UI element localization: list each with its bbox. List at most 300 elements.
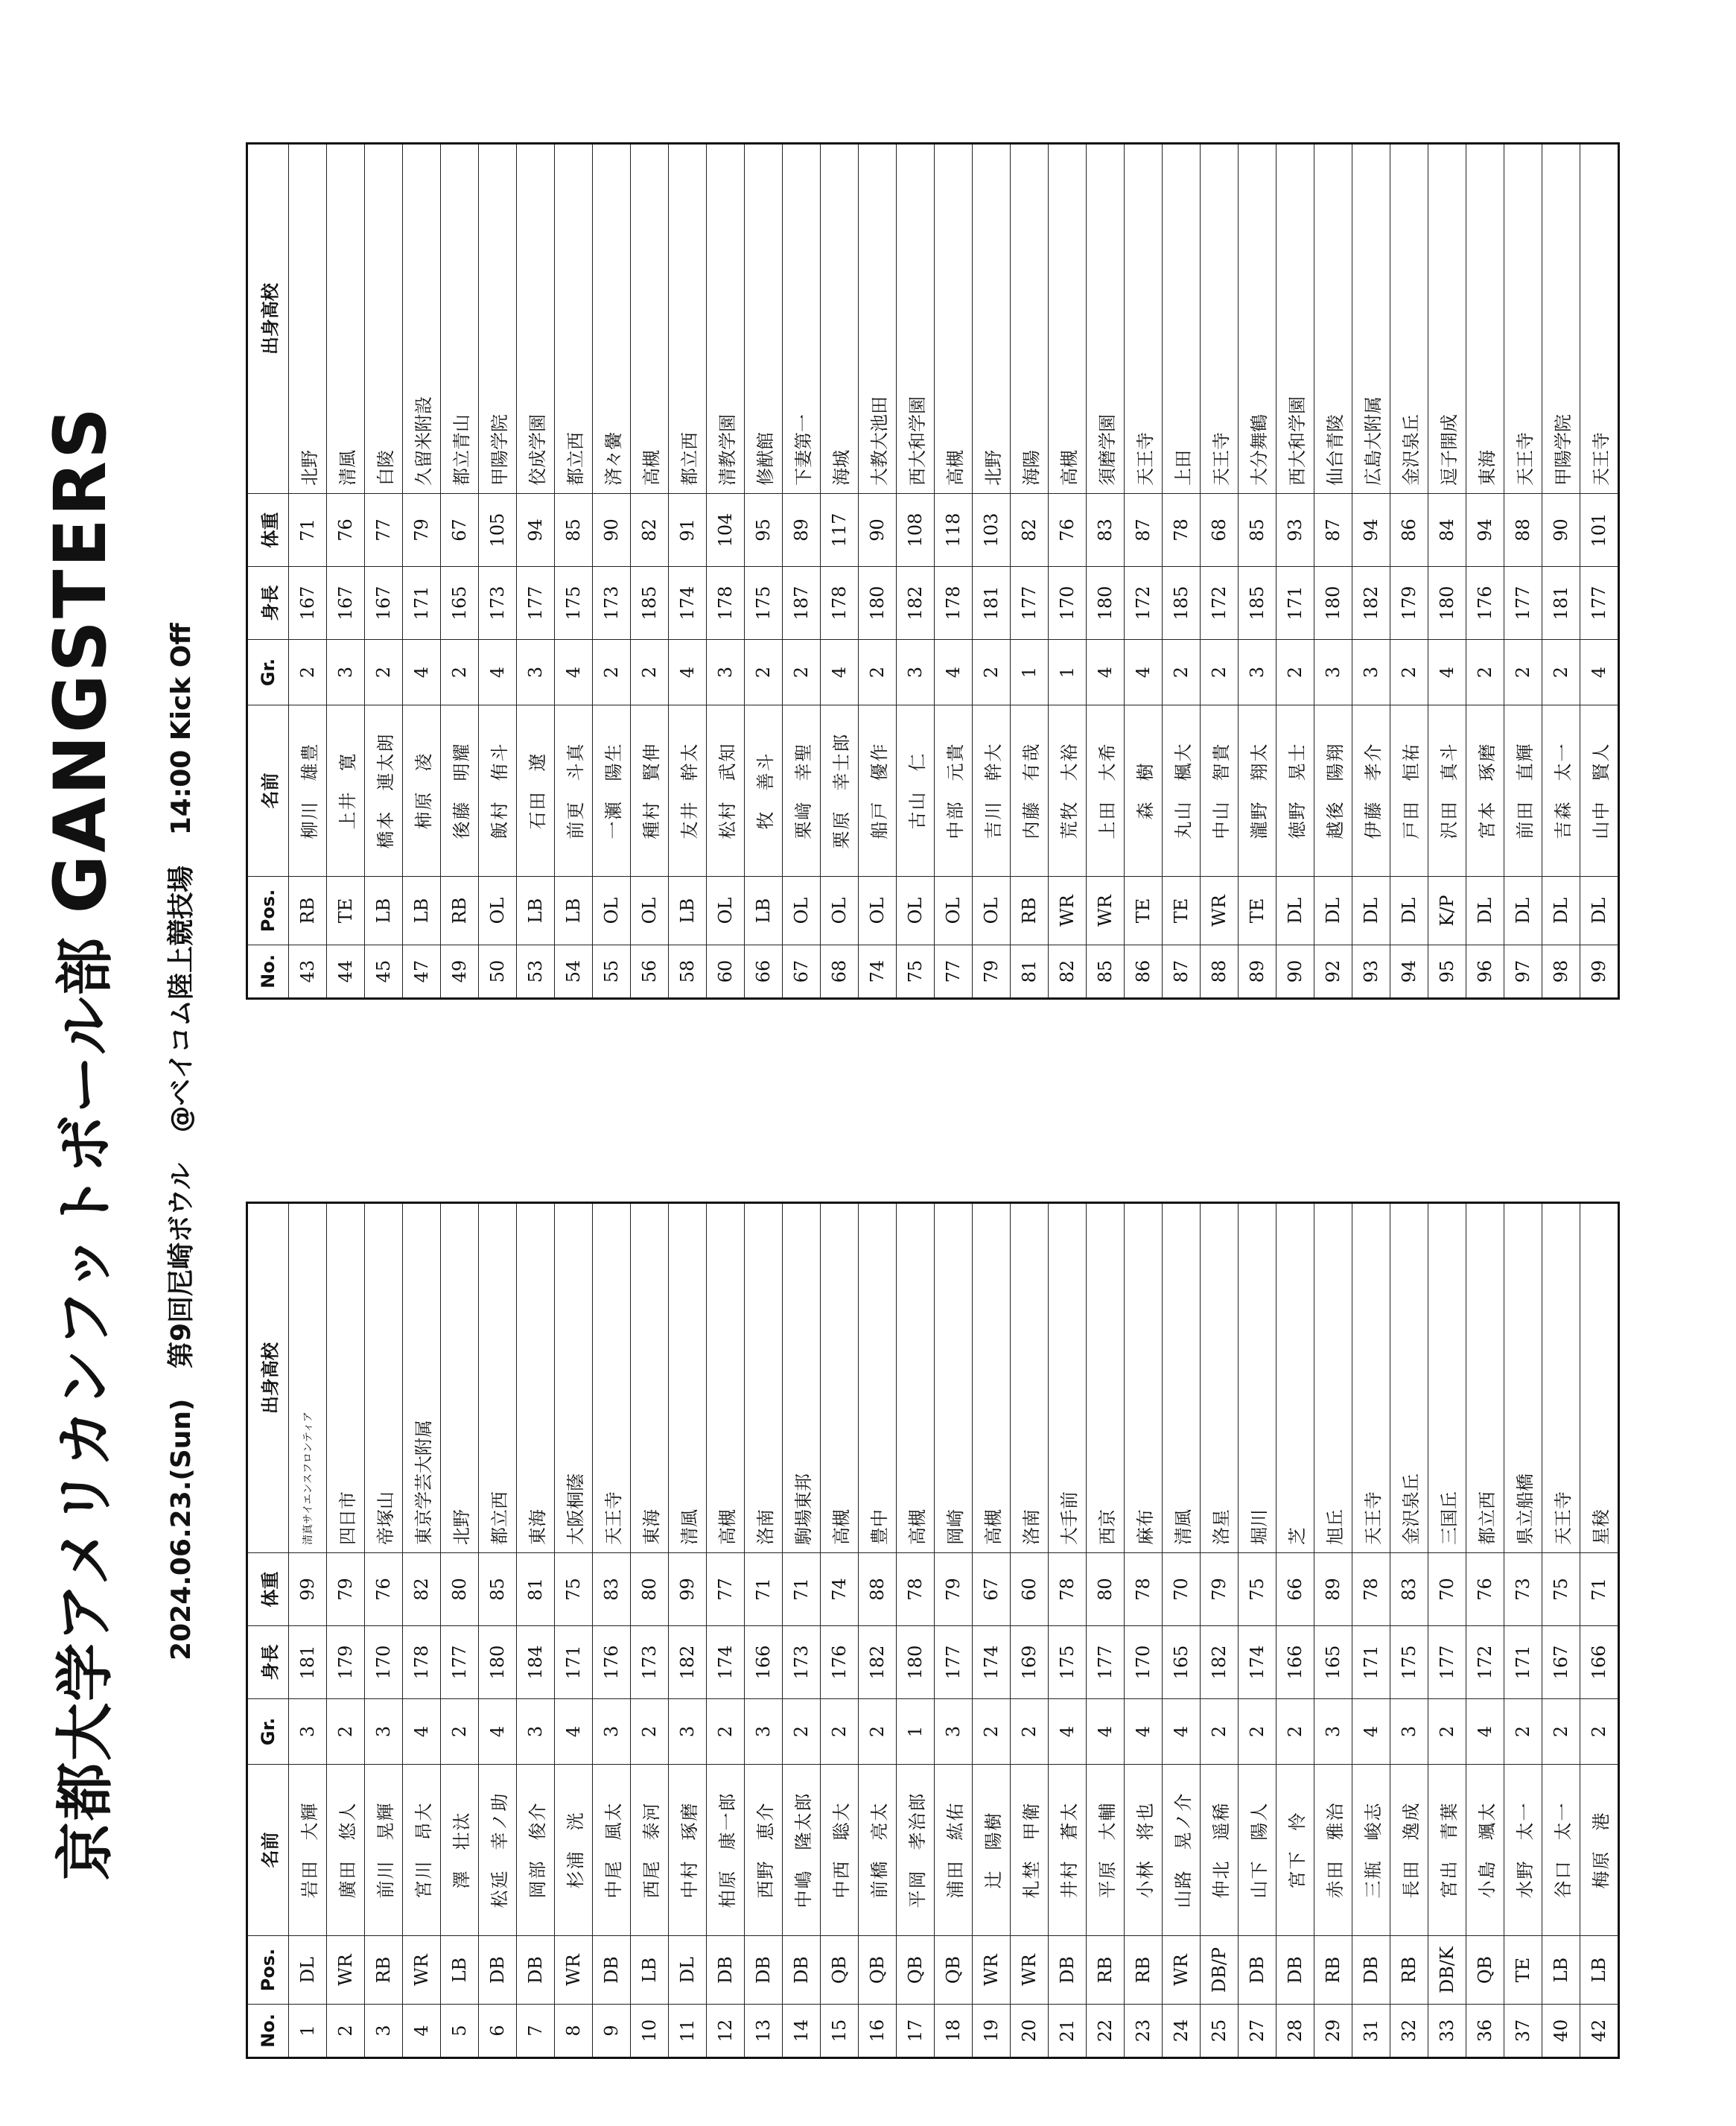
player-position: OL bbox=[935, 877, 973, 945]
table-row bbox=[973, 144, 1011, 999]
player-position: DL bbox=[1580, 877, 1619, 945]
player-position: OL bbox=[859, 877, 897, 945]
game-date: 2024.06.23.(Sun) bbox=[166, 1398, 197, 1660]
player-position: K/P bbox=[1428, 877, 1466, 945]
player-school: 清真サイエンスフロンティア bbox=[289, 1203, 327, 1553]
player-weight: 74 bbox=[821, 1553, 859, 1626]
player-weight: 85 bbox=[555, 494, 593, 567]
team-name: GANGSTERS bbox=[39, 404, 122, 914]
player-height: 177 bbox=[1580, 567, 1619, 640]
player-number: 43 bbox=[289, 945, 327, 999]
player-grade: 3 bbox=[707, 640, 745, 705]
player-number: 56 bbox=[631, 945, 669, 999]
player-grade: 2 bbox=[1542, 1699, 1580, 1765]
player-number: 87 bbox=[1163, 945, 1201, 999]
player-weight: 75 bbox=[1239, 1553, 1276, 1626]
table-row bbox=[1239, 144, 1276, 999]
player-position: QB bbox=[897, 1936, 935, 2005]
player-weight: 84 bbox=[1428, 494, 1466, 567]
player-school: 北野 bbox=[289, 144, 327, 494]
player-grade: 4 bbox=[1352, 1699, 1390, 1765]
player-grade: 2 bbox=[1580, 1699, 1619, 1765]
player-number: 2 bbox=[327, 2005, 365, 2058]
player-height: 167 bbox=[327, 567, 365, 640]
player-position: TE bbox=[1163, 877, 1201, 945]
player-grade: 2 bbox=[1466, 640, 1504, 705]
col-name-header: 名前 bbox=[247, 705, 289, 877]
player-position: OL bbox=[973, 877, 1011, 945]
player-weight: 94 bbox=[517, 494, 555, 567]
player-height: 182 bbox=[897, 567, 935, 640]
player-number: 60 bbox=[707, 945, 745, 999]
player-position: QB bbox=[1466, 1936, 1504, 2005]
player-weight: 79 bbox=[327, 1553, 365, 1626]
player-height: 172 bbox=[1466, 1626, 1504, 1699]
player-position: DB bbox=[1276, 1936, 1314, 2005]
player-position: WR bbox=[1163, 1936, 1201, 2005]
club-name: 京都大学アメリカンフットボール部 bbox=[52, 936, 119, 1880]
player-name: 栗﨑 幸聖 bbox=[783, 705, 821, 877]
player-height: 174 bbox=[707, 1626, 745, 1699]
player-position: RB bbox=[1125, 1936, 1163, 2005]
player-school: 大教大池田 bbox=[859, 144, 897, 494]
player-grade: 2 bbox=[1201, 640, 1239, 705]
player-school: 県立船橋 bbox=[1504, 1203, 1542, 1553]
player-position: RB bbox=[289, 877, 327, 945]
player-weight: 78 bbox=[1352, 1553, 1390, 1626]
table-row bbox=[1011, 1203, 1049, 2058]
player-weight: 104 bbox=[707, 494, 745, 567]
player-position: DB bbox=[517, 1936, 555, 2005]
table-row bbox=[707, 1203, 745, 2058]
player-position: WR bbox=[327, 1936, 365, 2005]
player-name: 前更 斗真 bbox=[555, 705, 593, 877]
player-position: DB bbox=[1239, 1936, 1276, 2005]
player-position: DL bbox=[289, 1936, 327, 2005]
player-weight: 90 bbox=[1542, 494, 1580, 567]
player-position: DB/P bbox=[1201, 1936, 1239, 2005]
player-position: WR bbox=[555, 1936, 593, 2005]
table-row bbox=[289, 1203, 327, 2058]
player-number: 5 bbox=[441, 2005, 479, 2058]
player-school: 清風 bbox=[669, 1203, 707, 1553]
table-row bbox=[1011, 144, 1049, 999]
player-height: 171 bbox=[1276, 567, 1314, 640]
table-row bbox=[1580, 144, 1619, 999]
player-number: 31 bbox=[1352, 2005, 1390, 2058]
player-position: DB bbox=[1049, 1936, 1087, 2005]
player-number: 32 bbox=[1390, 2005, 1428, 2058]
player-number: 97 bbox=[1504, 945, 1542, 999]
player-weight: 78 bbox=[1125, 1553, 1163, 1626]
player-number: 90 bbox=[1276, 945, 1314, 999]
player-grade: 2 bbox=[745, 640, 783, 705]
player-weight: 81 bbox=[517, 1553, 555, 1626]
player-number: 92 bbox=[1314, 945, 1352, 999]
player-height: 171 bbox=[1504, 1626, 1542, 1699]
player-height: 173 bbox=[479, 567, 517, 640]
player-school: 北野 bbox=[973, 144, 1011, 494]
table-row bbox=[1314, 144, 1352, 999]
player-height: 178 bbox=[707, 567, 745, 640]
col-school-header: 出身高校 bbox=[247, 144, 289, 494]
player-position: DB bbox=[593, 1936, 631, 2005]
table-row bbox=[669, 144, 707, 999]
player-weight: 76 bbox=[365, 1553, 403, 1626]
player-weight: 77 bbox=[707, 1553, 745, 1626]
player-school: 東海 bbox=[1466, 144, 1504, 494]
player-school: 上田 bbox=[1163, 144, 1201, 494]
player-grade: 2 bbox=[973, 1699, 1011, 1765]
player-name: 古山 仁 bbox=[897, 705, 935, 877]
player-weight: 85 bbox=[479, 1553, 517, 1626]
player-position: OL bbox=[479, 877, 517, 945]
player-name: 中嶋 隆太郎 bbox=[783, 1765, 821, 1936]
player-school: 須磨学園 bbox=[1087, 144, 1125, 494]
table-row bbox=[403, 144, 441, 999]
player-grade: 4 bbox=[1580, 640, 1619, 705]
player-position: TE bbox=[1125, 877, 1163, 945]
player-number: 47 bbox=[403, 945, 441, 999]
player-school: 清風 bbox=[327, 144, 365, 494]
player-grade: 4 bbox=[1428, 640, 1466, 705]
player-number: 8 bbox=[555, 2005, 593, 2058]
player-weight: 78 bbox=[1163, 494, 1201, 567]
table-row bbox=[783, 1203, 821, 2058]
player-grade: 2 bbox=[1276, 1699, 1314, 1765]
player-weight: 94 bbox=[1352, 494, 1390, 567]
player-height: 175 bbox=[1049, 1626, 1087, 1699]
player-position: TE bbox=[1504, 1936, 1542, 2005]
player-grade: 3 bbox=[517, 640, 555, 705]
player-weight: 70 bbox=[1163, 1553, 1201, 1626]
table-row bbox=[821, 144, 859, 999]
player-school: 西京 bbox=[1087, 1203, 1125, 1553]
player-school: 東海 bbox=[631, 1203, 669, 1553]
player-height: 181 bbox=[1542, 567, 1580, 640]
player-number: 50 bbox=[479, 945, 517, 999]
col-weight-header: 体重 bbox=[247, 494, 289, 567]
player-height: 185 bbox=[631, 567, 669, 640]
player-number: 4 bbox=[403, 2005, 441, 2058]
player-name: 内藤 有哉 bbox=[1011, 705, 1049, 877]
player-weight: 60 bbox=[1011, 1553, 1049, 1626]
player-position: OL bbox=[783, 877, 821, 945]
player-height: 167 bbox=[1542, 1626, 1580, 1699]
player-school: 豊中 bbox=[859, 1203, 897, 1553]
player-grade: 4 bbox=[403, 640, 441, 705]
player-name: 吉森 太一 bbox=[1542, 705, 1580, 877]
table-row bbox=[745, 144, 783, 999]
player-name: 廣田 悠人 bbox=[327, 1765, 365, 1936]
player-school: 大手前 bbox=[1049, 1203, 1087, 1553]
player-grade: 2 bbox=[441, 1699, 479, 1765]
player-name: 瀧野 翔太 bbox=[1239, 705, 1276, 877]
table-row bbox=[1428, 1203, 1466, 2058]
player-number: 29 bbox=[1314, 2005, 1352, 2058]
player-height: 187 bbox=[783, 567, 821, 640]
player-number: 58 bbox=[669, 945, 707, 999]
player-name: 中山 智貴 bbox=[1201, 705, 1239, 877]
table-row bbox=[1352, 144, 1390, 999]
table-row bbox=[973, 1203, 1011, 2058]
table-row bbox=[1580, 1203, 1619, 2058]
player-number: 24 bbox=[1163, 2005, 1201, 2058]
player-name: 荒牧 大裕 bbox=[1049, 705, 1087, 877]
player-weight: 78 bbox=[1049, 1553, 1087, 1626]
player-grade: 3 bbox=[745, 1699, 783, 1765]
player-weight: 78 bbox=[897, 1553, 935, 1626]
table-row bbox=[1125, 144, 1163, 999]
player-school: 芝 bbox=[1276, 1203, 1314, 1553]
player-grade: 2 bbox=[1542, 640, 1580, 705]
player-name: 宮川 昂大 bbox=[403, 1765, 441, 1936]
player-number: 23 bbox=[1125, 2005, 1163, 2058]
player-number: 16 bbox=[859, 2005, 897, 2058]
player-grade: 2 bbox=[859, 1699, 897, 1765]
player-weight: 79 bbox=[1201, 1553, 1239, 1626]
table-row bbox=[1125, 1203, 1163, 2058]
player-name: 吉川 幹大 bbox=[973, 705, 1011, 877]
player-weight: 105 bbox=[479, 494, 517, 567]
table-row bbox=[1087, 1203, 1125, 2058]
player-number: 98 bbox=[1542, 945, 1580, 999]
player-weight: 87 bbox=[1314, 494, 1352, 567]
player-grade: 4 bbox=[555, 1699, 593, 1765]
table-row bbox=[935, 144, 973, 999]
player-name: 前橋 亮太 bbox=[859, 1765, 897, 1936]
player-school: 駒場東邦 bbox=[783, 1203, 821, 1553]
player-name: 伊藤 孝介 bbox=[1352, 705, 1390, 877]
player-weight: 66 bbox=[1276, 1553, 1314, 1626]
player-weight: 99 bbox=[289, 1553, 327, 1626]
player-grade: 3 bbox=[1314, 640, 1352, 705]
col-school-header: 出身高校 bbox=[247, 1203, 289, 1553]
player-grade: 4 bbox=[1125, 640, 1163, 705]
player-name: 沢田 真斗 bbox=[1428, 705, 1466, 877]
player-name: 岩田 大輝 bbox=[289, 1765, 327, 1936]
player-school: 逗子開成 bbox=[1428, 144, 1466, 494]
player-weight: 85 bbox=[1239, 494, 1276, 567]
player-position: LB bbox=[1542, 1936, 1580, 2005]
player-weight: 108 bbox=[897, 494, 935, 567]
player-number: 44 bbox=[327, 945, 365, 999]
player-height: 170 bbox=[365, 1626, 403, 1699]
player-name: 柳川 雄豊 bbox=[289, 705, 327, 877]
player-number: 14 bbox=[783, 2005, 821, 2058]
player-grade: 2 bbox=[631, 1699, 669, 1765]
player-grade: 2 bbox=[973, 640, 1011, 705]
game-venue: @ベイコム陸上競技場 bbox=[166, 865, 197, 1133]
player-number: 99 bbox=[1580, 945, 1619, 999]
player-height: 180 bbox=[897, 1626, 935, 1699]
player-position: TE bbox=[327, 877, 365, 945]
player-position: LB bbox=[745, 877, 783, 945]
player-school: 西大和学園 bbox=[1276, 144, 1314, 494]
player-position: OL bbox=[707, 877, 745, 945]
player-height: 166 bbox=[1276, 1626, 1314, 1699]
player-number: 19 bbox=[973, 2005, 1011, 2058]
player-weight: 75 bbox=[555, 1553, 593, 1626]
player-height: 185 bbox=[1239, 567, 1276, 640]
player-weight: 82 bbox=[1011, 494, 1049, 567]
table-row bbox=[555, 1203, 593, 2058]
player-name: 宮下 怜 bbox=[1276, 1765, 1314, 1936]
player-position: LB bbox=[555, 877, 593, 945]
table-row bbox=[517, 1203, 555, 2058]
table-row bbox=[631, 144, 669, 999]
player-grade: 2 bbox=[327, 1699, 365, 1765]
player-number: 68 bbox=[821, 945, 859, 999]
player-school: 修猷館 bbox=[745, 144, 783, 494]
player-name: 中村 琢磨 bbox=[669, 1765, 707, 1936]
player-name: 平原 大輔 bbox=[1087, 1765, 1125, 1936]
player-school: 都立青山 bbox=[441, 144, 479, 494]
player-name: 森 樹 bbox=[1125, 705, 1163, 877]
player-grade: 2 bbox=[1276, 640, 1314, 705]
player-name: 谷口 太一 bbox=[1542, 1765, 1580, 1936]
player-height: 177 bbox=[1011, 567, 1049, 640]
player-grade: 3 bbox=[1352, 640, 1390, 705]
player-weight: 90 bbox=[593, 494, 631, 567]
player-weight: 79 bbox=[403, 494, 441, 567]
table-row bbox=[1314, 1203, 1352, 2058]
player-number: 95 bbox=[1428, 945, 1466, 999]
table-row bbox=[1201, 144, 1239, 999]
player-name: 一瀬 陽生 bbox=[593, 705, 631, 877]
player-weight: 103 bbox=[973, 494, 1011, 567]
player-grade: 2 bbox=[783, 640, 821, 705]
player-grade: 4 bbox=[555, 640, 593, 705]
player-height: 177 bbox=[935, 1626, 973, 1699]
player-number: 67 bbox=[783, 945, 821, 999]
table-row bbox=[1428, 144, 1466, 999]
player-grade: 4 bbox=[1163, 1699, 1201, 1765]
table-row bbox=[1504, 1203, 1542, 2058]
player-number: 7 bbox=[517, 2005, 555, 2058]
col-pos-header: Pos. bbox=[247, 1936, 289, 2005]
player-height: 169 bbox=[1011, 1626, 1049, 1699]
player-number: 93 bbox=[1352, 945, 1390, 999]
col-height-header: 身長 bbox=[247, 1626, 289, 1699]
player-position: RB bbox=[365, 1936, 403, 2005]
player-number: 86 bbox=[1125, 945, 1163, 999]
player-weight: 75 bbox=[1542, 1553, 1580, 1626]
player-name: 戸田 恒祐 bbox=[1390, 705, 1428, 877]
player-school: 高槻 bbox=[631, 144, 669, 494]
table-row bbox=[1542, 1203, 1580, 2058]
player-position: RB bbox=[441, 877, 479, 945]
player-grade: 1 bbox=[1049, 640, 1087, 705]
player-number: 75 bbox=[897, 945, 935, 999]
player-height: 178 bbox=[403, 1626, 441, 1699]
player-grade: 4 bbox=[1049, 1699, 1087, 1765]
player-height: 173 bbox=[783, 1626, 821, 1699]
player-weight: 86 bbox=[1390, 494, 1428, 567]
player-number: 42 bbox=[1580, 2005, 1619, 2058]
table-row bbox=[1352, 1203, 1390, 2058]
player-weight: 71 bbox=[289, 494, 327, 567]
player-grade: 2 bbox=[365, 640, 403, 705]
table-row bbox=[1466, 144, 1504, 999]
player-height: 180 bbox=[1314, 567, 1352, 640]
player-position: OL bbox=[631, 877, 669, 945]
player-height: 165 bbox=[1163, 1626, 1201, 1699]
player-weight: 89 bbox=[783, 494, 821, 567]
player-grade: 3 bbox=[1314, 1699, 1352, 1765]
player-name: 平岡 孝治郎 bbox=[897, 1765, 935, 1936]
player-school: 東京学芸大附属 bbox=[403, 1203, 441, 1553]
player-position: WR bbox=[1087, 877, 1125, 945]
player-school: 天王寺 bbox=[1504, 144, 1542, 494]
player-weight: 80 bbox=[631, 1553, 669, 1626]
table-row bbox=[365, 1203, 403, 2058]
player-school: 麻布 bbox=[1125, 1203, 1163, 1553]
player-grade: 2 bbox=[289, 640, 327, 705]
player-position: LB bbox=[631, 1936, 669, 2005]
player-name: 牧 善斗 bbox=[745, 705, 783, 877]
player-position: WR bbox=[1011, 1936, 1049, 2005]
player-name: 栗原 幸士郎 bbox=[821, 705, 859, 877]
player-position: LB bbox=[441, 1936, 479, 2005]
player-position: QB bbox=[859, 1936, 897, 2005]
player-weight: 118 bbox=[935, 494, 973, 567]
player-name: 西尾 泰河 bbox=[631, 1765, 669, 1936]
player-position: WR bbox=[1049, 877, 1087, 945]
player-school: 甲陽学院 bbox=[479, 144, 517, 494]
player-number: 33 bbox=[1428, 2005, 1466, 2058]
table-row bbox=[783, 144, 821, 999]
player-grade: 2 bbox=[593, 640, 631, 705]
player-number: 89 bbox=[1239, 945, 1276, 999]
player-position: WR bbox=[1201, 877, 1239, 945]
player-weight: 83 bbox=[1390, 1553, 1428, 1626]
player-weight: 83 bbox=[593, 1553, 631, 1626]
player-height: 171 bbox=[555, 1626, 593, 1699]
player-grade: 3 bbox=[327, 640, 365, 705]
player-name: 岡部 俊介 bbox=[517, 1765, 555, 1936]
player-number: 36 bbox=[1466, 2005, 1504, 2058]
player-height: 182 bbox=[859, 1626, 897, 1699]
player-grade: 2 bbox=[707, 1699, 745, 1765]
player-grade: 4 bbox=[479, 1699, 517, 1765]
player-name: 中部 元貴 bbox=[935, 705, 973, 877]
player-name: 船戸 優作 bbox=[859, 705, 897, 877]
player-name: 澤 壮汰 bbox=[441, 1765, 479, 1936]
player-name: 橋本 連太朗 bbox=[365, 705, 403, 877]
table-row bbox=[327, 1203, 365, 2058]
player-grade: 4 bbox=[1087, 1699, 1125, 1765]
player-height: 166 bbox=[745, 1626, 783, 1699]
player-position: DB bbox=[783, 1936, 821, 2005]
player-school: 清教学園 bbox=[707, 144, 745, 494]
player-height: 166 bbox=[1580, 1626, 1619, 1699]
player-name: 丸山 楓大 bbox=[1163, 705, 1201, 877]
col-no-header: No. bbox=[247, 945, 289, 999]
player-school: 天王寺 bbox=[1580, 144, 1619, 494]
player-name: 長田 逸成 bbox=[1390, 1765, 1428, 1936]
header-row bbox=[247, 1203, 289, 2058]
player-number: 55 bbox=[593, 945, 631, 999]
player-school: 高槻 bbox=[973, 1203, 1011, 1553]
player-number: 94 bbox=[1390, 945, 1428, 999]
player-height: 174 bbox=[1239, 1626, 1276, 1699]
player-grade: 2 bbox=[1239, 1699, 1276, 1765]
player-weight: 90 bbox=[859, 494, 897, 567]
player-number: 18 bbox=[935, 2005, 973, 2058]
player-name: 宮本 琢磨 bbox=[1466, 705, 1504, 877]
table-row bbox=[1390, 144, 1428, 999]
